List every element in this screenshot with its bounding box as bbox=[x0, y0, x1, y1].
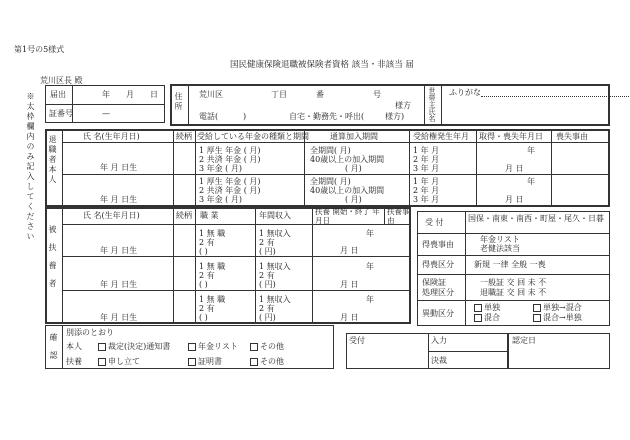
confirm-1-1-label: 裁定(決定)通知書 bbox=[108, 342, 171, 351]
checkbox-icon[interactable] bbox=[98, 343, 106, 351]
income-1-line-1[interactable]: 1 無収入 bbox=[259, 229, 291, 238]
confirm-2-2[interactable] bbox=[188, 358, 222, 366]
dep-period-1-year[interactable]: 年 bbox=[366, 229, 374, 238]
confirm-1-2-label: 年金リスト bbox=[198, 342, 238, 351]
dep-dob-1[interactable]: 年 月 日生 bbox=[100, 246, 138, 255]
retiree-dob-2[interactable]: 年 月 日生 bbox=[100, 195, 138, 204]
dep-period-2-md[interactable]: 月 日 bbox=[340, 280, 359, 289]
period-line-3a[interactable]: ( 月) bbox=[345, 164, 362, 173]
received-label: 受 付 bbox=[425, 218, 444, 227]
income-2-line-1[interactable]: 1 無収入 bbox=[259, 262, 291, 271]
acquire-year-a[interactable]: 年 bbox=[527, 146, 535, 155]
dependents-side-label: 被扶養者 bbox=[48, 225, 57, 297]
stamp-entry: 入力 bbox=[431, 336, 447, 345]
confirm-note: 別添のとおり bbox=[66, 328, 114, 337]
income-1-line-2[interactable]: 2 有 bbox=[259, 238, 275, 247]
dep-col-income: 年間収入 bbox=[259, 211, 291, 220]
confirm-2-3[interactable] bbox=[250, 358, 284, 366]
income-3-line-1[interactable]: 1 無収入 bbox=[259, 295, 291, 304]
confirm-2-1[interactable] bbox=[98, 358, 140, 366]
checkbox-icon[interactable] bbox=[188, 343, 196, 351]
insurance-row-2[interactable]: 退職証 交 回 未 不 bbox=[480, 288, 547, 297]
filed-label: 届出 bbox=[50, 90, 66, 99]
confirm-1-3[interactable] bbox=[250, 343, 284, 351]
job-2-line-3[interactable]: ( ) bbox=[199, 280, 208, 289]
change-opt-4-label: 混合→単独 bbox=[543, 313, 582, 322]
division-value[interactable]: 新規 一律 全般 一喪 bbox=[474, 260, 546, 269]
addressee: 荒川区長 殿 bbox=[40, 76, 83, 85]
insurance-label-2: 処理区分 bbox=[422, 288, 454, 297]
period-line-3b[interactable]: ( 月) bbox=[345, 195, 362, 204]
checkbox-icon[interactable] bbox=[250, 358, 258, 366]
retiree-col-pension: 受給している年金の種類と期間 bbox=[197, 132, 309, 141]
householder-label: 世帯主氏名 bbox=[428, 87, 436, 122]
retiree-col-relation: 続柄 bbox=[176, 132, 192, 141]
change-opt-3-label: 混合 bbox=[484, 313, 500, 322]
eligible-line-3b[interactable]: 3 年 月 bbox=[413, 195, 440, 204]
period-line-2a: 40歳以上の加入期間 bbox=[310, 155, 385, 164]
retiree-side-label: 退職者本人 bbox=[48, 135, 57, 185]
job-3-line-3[interactable]: ( ) bbox=[199, 313, 208, 322]
income-1-line-3[interactable]: ( 円) bbox=[259, 247, 276, 256]
change-opt-3[interactable] bbox=[474, 314, 500, 322]
form-number: 第1号の5様式 bbox=[14, 45, 65, 54]
dep-period-2-year[interactable]: 年 bbox=[366, 262, 374, 271]
filed-year[interactable]: 年 bbox=[102, 90, 110, 99]
pension-line-3b[interactable]: 3 年金 ( 月) bbox=[199, 195, 242, 204]
furigana-row[interactable] bbox=[449, 89, 630, 97]
income-2-line-3[interactable]: ( 円) bbox=[259, 280, 276, 289]
eligible-line-2a[interactable]: 2 年 月 bbox=[413, 155, 440, 164]
banchi[interactable]: 番 bbox=[316, 90, 324, 99]
division-label: 得喪区分 bbox=[422, 260, 454, 269]
job-3-line-2[interactable]: 2 有 bbox=[199, 304, 215, 313]
insurance-row-1[interactable]: 一般証 交 回 未 不 bbox=[480, 278, 547, 287]
confirm-2-1-label: 申し立て bbox=[108, 357, 140, 366]
confirm-side-label: 確認 bbox=[49, 333, 58, 369]
pension-line-2a[interactable]: 2 共済 年金 ( 月) bbox=[199, 155, 261, 164]
retiree-dob-1[interactable]: 年 月 日生 bbox=[100, 163, 138, 172]
cert-value[interactable]: — bbox=[102, 109, 110, 118]
pension-line-1a[interactable]: 1 厚生 年金 ( 月) bbox=[199, 146, 261, 155]
cert-label: 証番号 bbox=[49, 109, 73, 118]
dep-col-name: 氏 名(生年月日) bbox=[83, 211, 140, 220]
confirm-who-1: 本人 bbox=[66, 342, 82, 351]
eligible-line-1b[interactable]: 1 年 月 bbox=[413, 177, 440, 186]
checkbox-icon[interactable] bbox=[188, 358, 196, 366]
pension-line-3a[interactable]: 3 年金 ( 月) bbox=[199, 164, 242, 173]
form-title: 国民健康保険退職被保険者資格 該当・非該当 届 bbox=[230, 60, 414, 70]
reason-value-1[interactable]: 年金リスト bbox=[480, 235, 520, 244]
retiree-col-acquire: 取得・喪失年月日 bbox=[479, 132, 543, 141]
phone-note2: 様方) bbox=[385, 112, 405, 121]
retiree-col-name: 氏 名(生年月日) bbox=[83, 132, 140, 141]
phone-note: 自宅・勤務先・呼出( bbox=[289, 112, 365, 121]
side-note: ※太枠欄内のみ記入してください bbox=[26, 92, 35, 242]
confirm-1-3-label: その他 bbox=[260, 342, 284, 351]
checkbox-icon[interactable] bbox=[533, 304, 541, 312]
go[interactable]: 号 bbox=[373, 90, 381, 99]
change-opt-2-label: 単独→混合 bbox=[543, 303, 582, 312]
dep-col-relation: 続柄 bbox=[176, 211, 192, 220]
period-line-1b[interactable]: 全期間( 月) bbox=[310, 177, 351, 186]
confirm-2-3-label: その他 bbox=[260, 357, 284, 366]
job-2-line-1[interactable]: 1 無 職 bbox=[199, 262, 226, 271]
retiree-col-reason: 喪失事由 bbox=[556, 132, 588, 141]
job-1-line-1[interactable]: 1 無 職 bbox=[199, 229, 226, 238]
acquire-md-a[interactable]: 月 日 bbox=[505, 164, 524, 173]
reason-value-2[interactable]: 老健法該当 bbox=[480, 244, 520, 253]
dep-period-3-md[interactable]: 月 日 bbox=[340, 313, 359, 322]
stamp-received: 受付 bbox=[349, 336, 365, 345]
dep-col-job: 職 業 bbox=[200, 211, 219, 220]
confirm-who-2: 扶養 bbox=[66, 357, 82, 366]
chome[interactable]: 丁目 bbox=[271, 90, 287, 99]
address-label: 住所 bbox=[174, 92, 183, 112]
filed-month[interactable]: 月 bbox=[126, 90, 134, 99]
acquire-md-b[interactable]: 月 日 bbox=[505, 195, 524, 204]
change-opt-1[interactable] bbox=[474, 304, 500, 312]
acquire-year-b[interactable]: 年 bbox=[527, 177, 535, 186]
sama-kata: 様方 bbox=[395, 101, 411, 110]
confirm-2-2-label: 証明書 bbox=[198, 357, 222, 366]
change-opt-4[interactable] bbox=[533, 314, 582, 322]
phone-close: ) bbox=[243, 112, 247, 121]
confirm-1-2[interactable] bbox=[188, 343, 238, 351]
job-2-line-2[interactable]: 2 有 bbox=[199, 271, 215, 280]
retiree-col-eligible: 受給権発生年月 bbox=[413, 132, 469, 141]
eligible-line-2b[interactable]: 2 年 月 bbox=[413, 186, 440, 195]
change-label: 異動区分 bbox=[422, 309, 454, 318]
ward: 荒川区 bbox=[199, 90, 223, 99]
dep-dob-2[interactable]: 年 月 日生 bbox=[100, 280, 138, 289]
retiree-col-period: 通算加入期間 bbox=[330, 132, 378, 141]
pension-line-2b[interactable]: 2 共済 年金 ( 月) bbox=[199, 186, 261, 195]
income-3-line-2[interactable]: 2 有 bbox=[259, 304, 275, 313]
filed-day[interactable]: 日 bbox=[150, 90, 158, 99]
job-3-line-1[interactable]: 1 無 職 bbox=[199, 295, 226, 304]
change-opt-1-label: 単独 bbox=[484, 303, 500, 312]
pension-line-1b[interactable]: 1 厚生 年金 ( 月) bbox=[199, 177, 261, 186]
income-3-line-3[interactable]: ( 円) bbox=[259, 313, 276, 322]
checkbox-icon[interactable] bbox=[250, 343, 258, 351]
job-1-line-3[interactable]: ( ) bbox=[199, 247, 208, 256]
change-opt-2[interactable] bbox=[533, 304, 582, 312]
dep-dob-3[interactable]: 年 月 日生 bbox=[100, 313, 138, 322]
stamp-judge: 決裁 bbox=[431, 356, 447, 365]
dep-col-reason: 扶養事由 bbox=[387, 207, 410, 225]
dep-period-3-year[interactable]: 年 bbox=[366, 295, 374, 304]
period-line-1a[interactable]: 全期間( 月) bbox=[310, 146, 351, 155]
dep-period-1-md[interactable]: 月 日 bbox=[340, 246, 359, 255]
reason-label: 得喪事由 bbox=[422, 240, 454, 249]
checkbox-icon[interactable] bbox=[98, 358, 106, 366]
job-1-line-2[interactable]: 2 有 bbox=[199, 238, 215, 247]
dep-col-period: 扶養 開始・終了 年月日 bbox=[315, 207, 380, 225]
eligible-line-1a[interactable]: 1 年 月 bbox=[413, 146, 440, 155]
income-2-line-2[interactable]: 2 有 bbox=[259, 271, 275, 280]
eligible-line-3a[interactable]: 3 年 月 bbox=[413, 164, 440, 173]
checkbox-icon[interactable] bbox=[474, 314, 482, 322]
received-value[interactable]: 国保・南東・南西・町屋・尾久・日暮 bbox=[468, 214, 604, 223]
period-line-2b: 40歳以上の加入期間 bbox=[310, 186, 385, 195]
confirm-1-1[interactable] bbox=[98, 343, 170, 351]
insurance-label-1: 保険証 bbox=[422, 278, 446, 287]
checkbox-icon[interactable] bbox=[474, 304, 482, 312]
stamp-approve: 認定日 bbox=[512, 336, 536, 345]
checkbox-icon[interactable] bbox=[533, 314, 541, 322]
furigana-label: ふりがな bbox=[449, 88, 481, 97]
phone-label[interactable]: 電話( bbox=[199, 112, 219, 121]
